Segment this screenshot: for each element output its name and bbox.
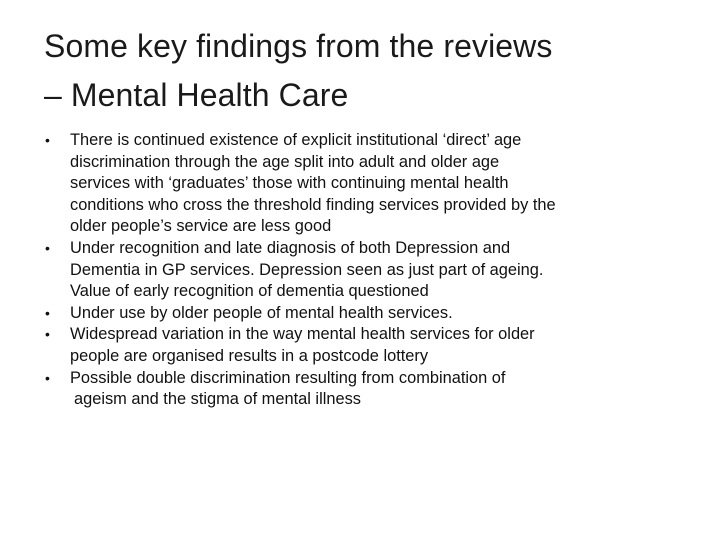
- finding-item: [44, 238, 684, 303]
- finding-text-line: Dementia in GP services. Depression seen as just part of ageing.: [70, 260, 544, 279]
- finding-text-line: ageism and the stigma of mental illness: [74, 390, 361, 409]
- finding-text-line: people are organised results in a postcode lottery: [70, 346, 429, 365]
- bullet-icon: •: [45, 304, 50, 321]
- finding-text-line: older people’s service are less good: [70, 217, 332, 236]
- bullet-icon: •: [45, 239, 50, 256]
- finding-text-line: Widespread variation in the way mental health services for older: [70, 325, 535, 344]
- finding-item: [44, 303, 684, 325]
- findings-list: [44, 130, 684, 411]
- bullet-icon: •: [45, 326, 50, 343]
- finding-text-line: Under use by older people of mental health services.: [70, 303, 453, 322]
- slide-title-line-1: Some key findings from the reviews: [44, 28, 553, 64]
- finding-item: [44, 130, 684, 238]
- finding-text-line: discrimination through the age split into adult and older age: [70, 152, 500, 171]
- finding-text-line: Possible double discrimination resulting from combination of: [70, 368, 506, 387]
- finding-item: [44, 368, 684, 411]
- slide-title-line-2: – Mental Health Care: [44, 77, 349, 113]
- slide-title: [44, 22, 684, 120]
- finding-text-line: services with ‘graduates’ those with continuing mental health: [70, 174, 509, 193]
- finding-text-line: Under recognition and late diagnosis of both Depression and: [70, 238, 511, 257]
- bullet-icon: •: [45, 132, 50, 148]
- finding-text-line: There is continued existence of explicit institutional ‘direct’ age: [70, 131, 522, 149]
- bullet-icon: •: [45, 369, 50, 386]
- finding-text-line: Value of early recognition of dementia questioned: [70, 282, 429, 301]
- finding-text-line: conditions who cross the threshold finding services provided by the: [70, 195, 556, 214]
- finding-item: [44, 324, 684, 367]
